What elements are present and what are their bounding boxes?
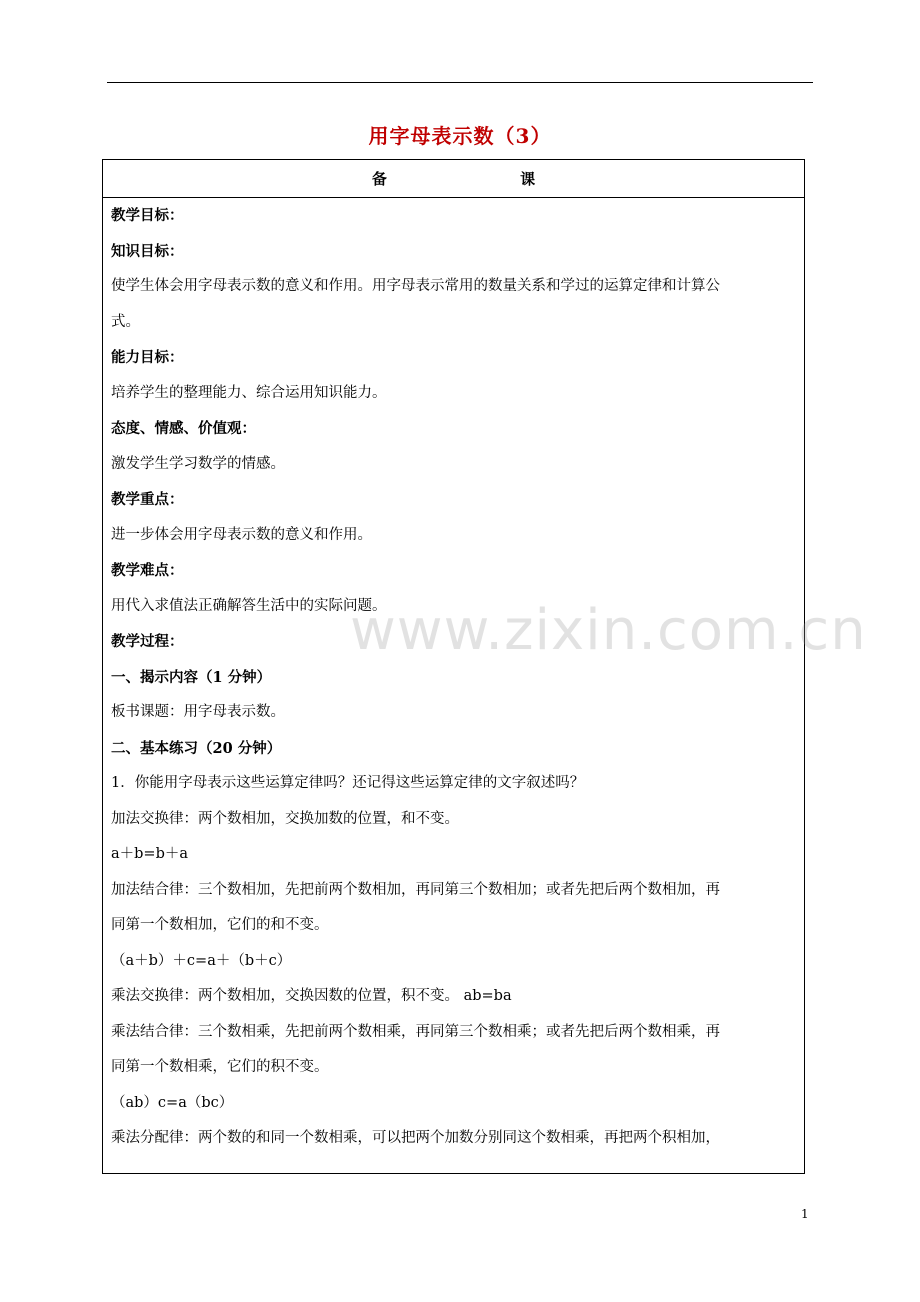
- watermark: www.zixin.com.cn: [350, 598, 867, 663]
- section-heading: 能力目标：: [111, 349, 184, 366]
- text-line: 同第一个数相加，它们的和不变。: [111, 917, 329, 933]
- text-line: 使学生体会用字母表示数的意义和作用。用字母表示常用的数量关系和学过的运算定律和计算公: [111, 278, 720, 294]
- table-header-label: 备 课: [371, 170, 600, 188]
- text-line: a＋b=b＋a: [111, 846, 189, 862]
- text-line: 同第一个数相乘，它们的积不变。: [111, 1059, 329, 1075]
- text-line: 式。: [111, 313, 140, 330]
- text-line: 1．你能用字母表示这些运算定律吗？还记得这些运算定律的文字叙述吗？: [111, 775, 585, 791]
- text-line: （ab）c=a（bc）: [111, 1094, 234, 1111]
- text-line: 加法交换律：两个数相加，交换加数的位置，和不变。: [111, 810, 459, 827]
- text-line: 进一步体会用字母表示数的意义和作用。: [111, 526, 372, 543]
- section-heading: 教学过程：: [111, 633, 184, 650]
- text-line: 板书课题：用字母表示数。: [111, 704, 285, 720]
- section-heading: 态度、情感、价值观：: [111, 420, 256, 437]
- section-heading: 教学难点：: [111, 562, 184, 579]
- text-line: （a＋b）＋c=a＋（b＋c）: [111, 952, 292, 969]
- section-heading: 知识目标：: [111, 242, 184, 260]
- section-heading: 二、基本练习（20 分钟）: [111, 739, 282, 757]
- header-rule: [107, 82, 813, 83]
- table-header: [103, 160, 804, 198]
- section-heading: 一、揭示内容（1 分钟）: [111, 668, 272, 686]
- text-line: 用代入求值法正确解答生活中的实际问题。: [111, 597, 387, 614]
- lesson-table: [102, 159, 805, 1174]
- section-heading: 教学目标：: [111, 207, 184, 224]
- lesson-content: [103, 198, 804, 1157]
- section-heading: 教学重点：: [111, 491, 184, 508]
- text-line: 培养学生的整理能力、综合运用知识能力。: [111, 384, 387, 401]
- document-title: 用字母表示数（3）: [368, 124, 552, 148]
- page-number: 1: [801, 1207, 809, 1221]
- text-line: 乘法结合律：三个数相乘，先把前两个数相乘，再同第三个数相乘；或者先把后两个数相乘，再: [111, 1023, 720, 1040]
- text-line: 乘法交换律：两个数相加，交换因数的位置，积不变。 ab=ba: [111, 988, 512, 1004]
- text-line: 加法结合律：三个数相加，先把前两个数相加，再同第三个数相加；或者先把后两个数相加，再: [111, 881, 720, 898]
- text-line: 乘法分配律：两个数的和同一个数相乘，可以把两个加数分别同这个数相乘，再把两个积相加，: [111, 1130, 720, 1146]
- text-line: 激发学生学习数学的情感。: [111, 455, 285, 472]
